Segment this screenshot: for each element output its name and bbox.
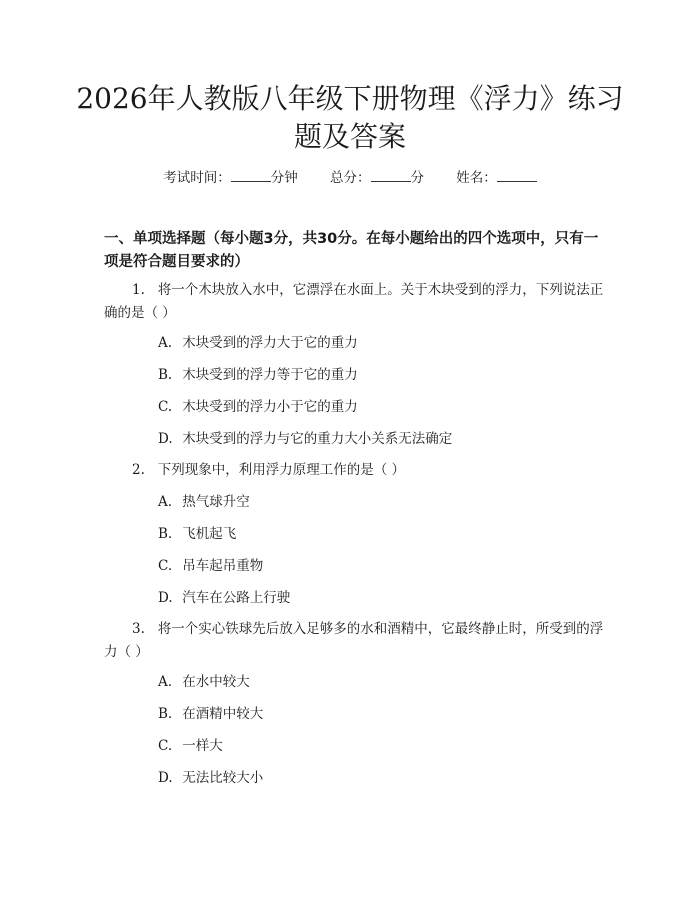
option-text: 一样大 (182, 738, 223, 754)
option-3b (158, 704, 608, 724)
exam-time-label: 考试时间： (163, 170, 231, 186)
option-letter: A. (158, 335, 173, 351)
option-letter: C. (158, 399, 173, 415)
question-text: 将一个实心铁球先后放入足够多的水和酒精中，它最终静止时，所受到的浮力（ ） (104, 621, 604, 660)
total-score-label: 总分： (330, 170, 371, 186)
option-letter: C. (158, 558, 173, 574)
question-1 (104, 279, 609, 325)
exam-time-field (163, 170, 302, 186)
option-3d (158, 768, 608, 788)
total-score-field (330, 170, 428, 186)
option-text: 木块受到的浮力大于它的重力 (182, 335, 358, 351)
name-field (456, 170, 537, 186)
page-title (0, 80, 700, 156)
exam-time-unit: 分钟 (270, 170, 298, 186)
option-2a (158, 492, 608, 512)
option-letter: A. (158, 494, 173, 510)
question-number: 3. (132, 621, 145, 637)
question-number: 1. (132, 282, 145, 298)
section-heading: 一、单项选择题（每小题3分，共30分。在每小题给出的四个选项中，只有一项是符合题目要求的） (104, 231, 599, 270)
option-text: 无法比较大小 (182, 770, 264, 786)
option-3c (158, 736, 608, 756)
option-text: 在酒精中较大 (182, 706, 264, 722)
option-3a (158, 672, 608, 692)
option-text: 木块受到的浮力与它的重力大小关系无法确定 (182, 431, 453, 447)
option-text: 木块受到的浮力小于它的重力 (182, 399, 358, 415)
question-3 (104, 618, 609, 664)
option-text: 热气球升空 (182, 494, 250, 510)
exam-info-line (0, 168, 700, 188)
title-line-1: 2026年人教版八年级下册物理《浮力》练习 (76, 82, 624, 115)
option-letter: B. (158, 526, 173, 542)
option-1c (158, 397, 608, 417)
option-letter: D. (158, 590, 173, 606)
option-letter: B. (158, 706, 173, 722)
option-1a (158, 333, 608, 353)
total-score-blank (371, 169, 411, 182)
option-text: 木块受到的浮力等于它的重力 (182, 367, 358, 383)
exam-time-blank (231, 169, 271, 182)
question-number: 2. (132, 462, 145, 478)
option-1b (158, 365, 608, 385)
option-text: 飞机起飞 (182, 526, 237, 542)
option-text: 在水中较大 (182, 674, 250, 690)
question-text: 下列现象中，利用浮力原理工作的是（ ） (157, 462, 406, 478)
option-2b (158, 524, 608, 544)
question-text: 将一个木块放入水中，它漂浮在水面上。关于木块受到的浮力，下列说法正确的是（ ） (104, 282, 604, 321)
question-2 (104, 459, 609, 482)
option-1d (158, 429, 608, 449)
option-2c (158, 556, 608, 576)
option-text: 汽车在公路上行驶 (182, 590, 291, 606)
option-letter: B. (158, 367, 173, 383)
option-letter: D. (158, 431, 173, 447)
option-text: 吊车起吊重物 (182, 558, 264, 574)
name-label: 姓名： (456, 170, 497, 186)
total-score-unit: 分 (410, 170, 424, 186)
option-letter: C. (158, 738, 173, 754)
option-letter: A. (158, 674, 173, 690)
name-blank (497, 169, 537, 182)
option-2d (158, 588, 608, 608)
title-line-2: 题及答案 (293, 120, 406, 153)
option-letter: D. (158, 770, 173, 786)
